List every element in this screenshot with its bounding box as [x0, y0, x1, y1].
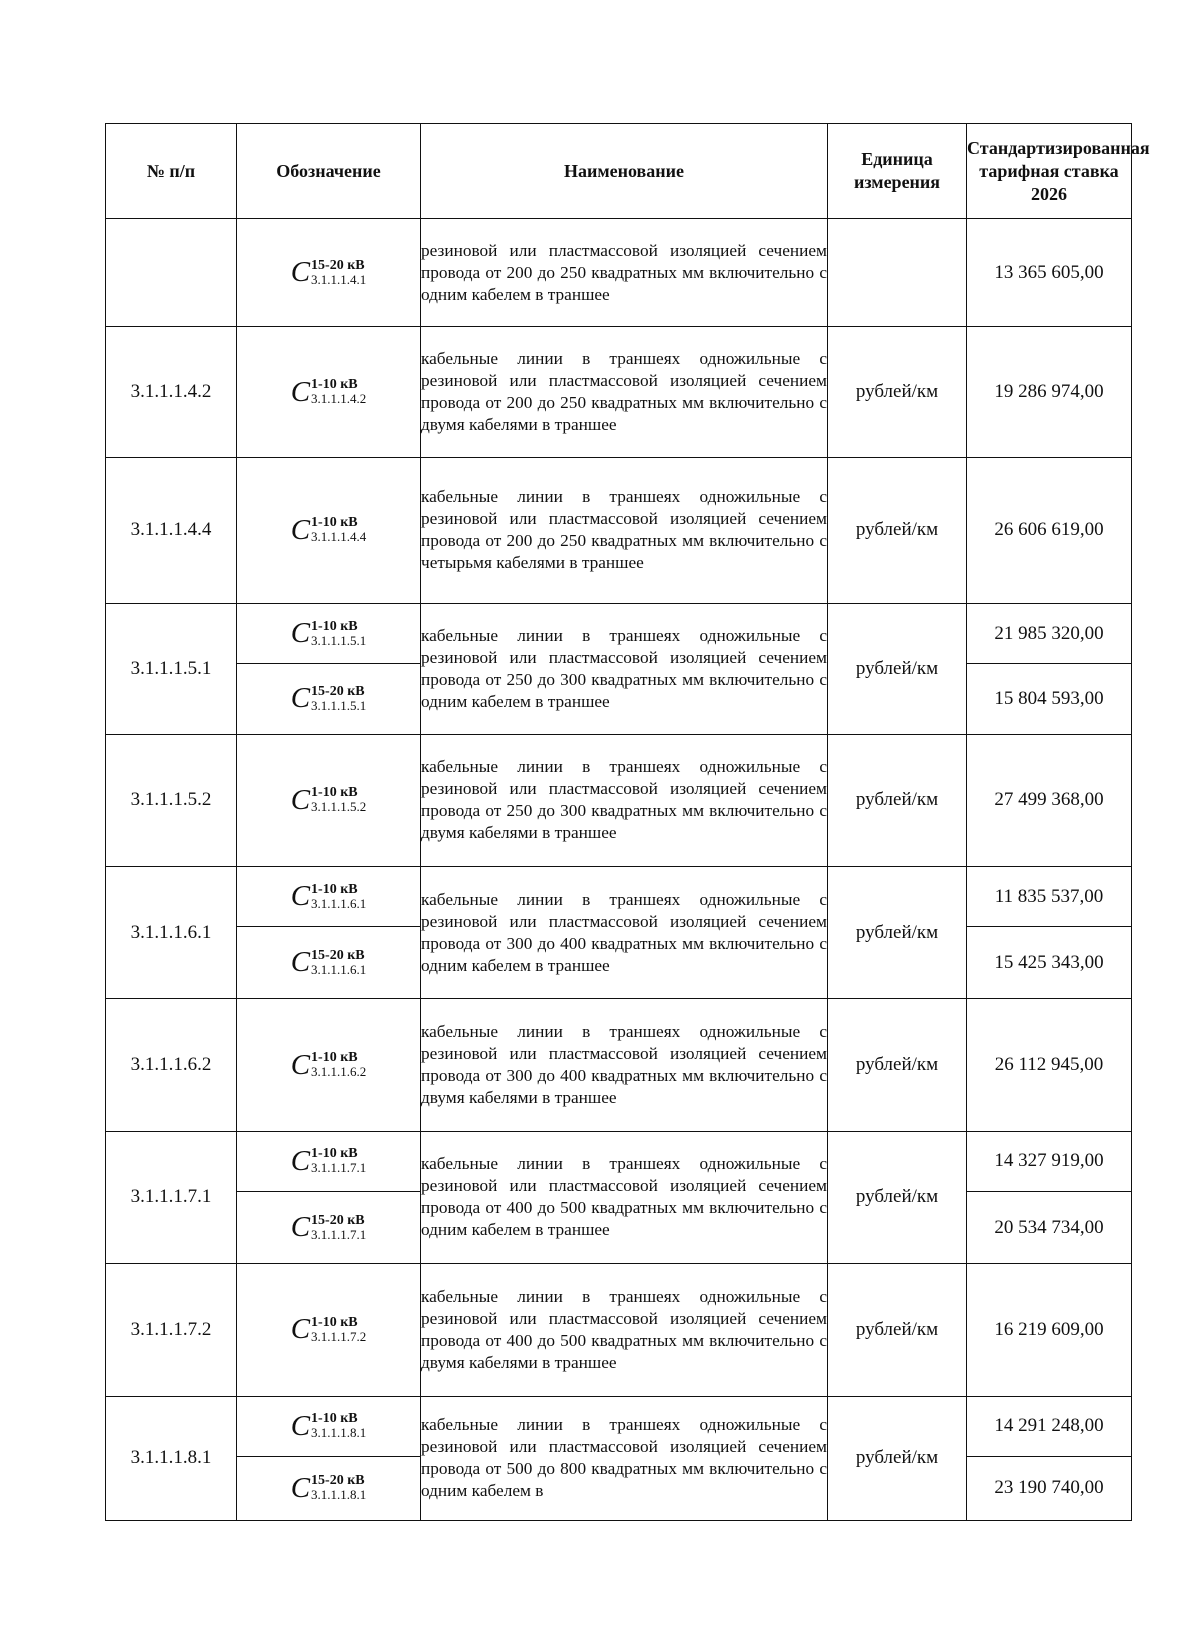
rate-cell: 11 835 537,00 [967, 866, 1132, 926]
unit-cell: рублей/км [828, 1131, 967, 1263]
rate-cell: 15 804 593,00 [967, 664, 1132, 734]
tariff-symbol [291, 1145, 367, 1178]
rate-cell: 26 112 945,00 [967, 999, 1132, 1131]
unit-cell: рублей/км [828, 457, 967, 603]
code-subscript: 3.1.1.1.8.1 [311, 1425, 367, 1441]
code-subscript: 3.1.1.1.7.1 [311, 1226, 367, 1242]
header-code: Обозначение [237, 124, 421, 219]
description-cell: кабельные линии в траншеях одножильные с резиновой или пластмассовой изоляцией сечением провода от 500 до 800 квадратных мм включительно с одним кабелем в [421, 1396, 828, 1520]
voltage-superscript: 15-20 кВ [311, 1473, 365, 1489]
unit-cell: рублей/км [828, 999, 967, 1131]
tariff-symbol [291, 1049, 367, 1082]
header-rate: Стандартизированная тарифная ставка 2026 [967, 124, 1132, 219]
code-subscript: 3.1.1.1.4.4 [311, 529, 367, 545]
symbol-letter: C [290, 783, 311, 816]
symbol-letter: C [290, 617, 311, 650]
rate-cell: 15 425 343,00 [967, 927, 1132, 999]
designation-cell [237, 999, 421, 1131]
designation-cell [237, 866, 421, 926]
row-number [106, 219, 237, 327]
code-subscript: 3.1.1.1.5.1 [311, 632, 367, 648]
code-subscript: 3.1.1.1.6.1 [311, 895, 367, 911]
symbol-letter: C [290, 1313, 311, 1346]
tariff-symbol [291, 514, 367, 547]
code-subscript: 3.1.1.1.4.1 [311, 271, 367, 287]
symbol-letter: C [290, 375, 311, 408]
voltage-superscript: 1-10 кВ [311, 618, 358, 634]
code-subscript: 3.1.1.1.7.2 [311, 1328, 367, 1344]
code-subscript: 3.1.1.1.8.1 [311, 1487, 367, 1503]
rate-cell: 14 327 919,00 [967, 1131, 1132, 1191]
header-row [106, 124, 1132, 219]
voltage-superscript: 15-20 кВ [311, 947, 365, 963]
description-cell: резиновой или пластмассовой изоляцией сечением провода от 200 до 250 квадратных мм включительно с одним кабелем в траншее [421, 219, 828, 327]
unit-cell: рублей/км [828, 327, 967, 457]
unit-cell: рублей/км [828, 604, 967, 734]
code-subscript: 3.1.1.1.6.2 [311, 1064, 367, 1080]
tariff-symbol [291, 784, 367, 817]
row-number: 3.1.1.1.6.2 [106, 999, 237, 1131]
rate-cell: 16 219 609,00 [967, 1264, 1132, 1396]
designation-cell [237, 219, 421, 327]
row-number: 3.1.1.1.7.2 [106, 1264, 237, 1396]
unit-cell [828, 219, 967, 327]
designation-cell [237, 1191, 421, 1263]
tariff-symbol [291, 1211, 367, 1244]
designation-cell [237, 1264, 421, 1396]
tariff-symbol [291, 682, 367, 715]
row-number: 3.1.1.1.8.1 [106, 1396, 237, 1520]
description-cell: кабельные линии в траншеях одножильные с резиновой или пластмассовой изоляцией сечением провода от 200 до 250 квадратных мм включительно с четырьмя кабелями в траншее [421, 457, 828, 603]
table-row [106, 866, 1132, 926]
symbol-letter: C [290, 1409, 311, 1442]
voltage-superscript: 1-10 кВ [311, 515, 358, 531]
description-cell: кабельные линии в траншеях одножильные с резиновой или пластмассовой изоляцией сечением провода от 250 до 300 квадратных мм включительно с двумя кабелями в траншее [421, 734, 828, 866]
code-subscript: 3.1.1.1.4.2 [311, 391, 367, 407]
row-number: 3.1.1.1.6.1 [106, 866, 237, 998]
rate-cell: 19 286 974,00 [967, 327, 1132, 457]
symbol-letter: C [290, 880, 311, 913]
tariff-symbol [291, 376, 367, 409]
symbol-letter: C [290, 513, 311, 546]
designation-cell [237, 927, 421, 999]
row-number: 3.1.1.1.4.2 [106, 327, 237, 457]
voltage-superscript: 1-10 кВ [311, 881, 358, 897]
rate-cell: 23 190 740,00 [967, 1456, 1132, 1520]
header-num: № п/п [106, 124, 237, 219]
voltage-superscript: 15-20 кВ [311, 1212, 365, 1228]
code-subscript: 3.1.1.1.5.2 [311, 799, 367, 815]
designation-cell [237, 1456, 421, 1520]
description-cell: кабельные линии в траншеях одножильные с резиновой или пластмассовой изоляцией сечением провода от 400 до 500 квадратных мм включительно с одним кабелем в траншее [421, 1131, 828, 1263]
symbol-letter: C [290, 256, 311, 289]
rate-cell: 20 534 734,00 [967, 1191, 1132, 1263]
voltage-superscript: 1-10 кВ [311, 377, 358, 393]
table-row [106, 327, 1132, 457]
designation-cell [237, 1396, 421, 1456]
designation-cell [237, 327, 421, 457]
voltage-superscript: 1-10 кВ [311, 1146, 358, 1162]
tariff-symbol [291, 946, 367, 979]
symbol-letter: C [290, 946, 311, 979]
description-cell: кабельные линии в траншеях одножильные с резиновой или пластмассовой изоляцией сечением провода от 200 до 250 квадратных мм включительно с двумя кабелями в траншее [421, 327, 828, 457]
tariff-symbol [291, 880, 367, 913]
tariff-symbol [291, 1472, 367, 1505]
designation-cell [237, 604, 421, 664]
voltage-superscript: 1-10 кВ [311, 785, 358, 801]
table-row [106, 604, 1132, 664]
tariff-symbol [291, 1313, 367, 1346]
description-cell: кабельные линии в траншеях одножильные с резиновой или пластмассовой изоляцией сечением провода от 400 до 500 квадратных мм включительно с двумя кабелями в траншее [421, 1264, 828, 1396]
voltage-superscript: 15-20 кВ [311, 257, 365, 273]
code-subscript: 3.1.1.1.7.1 [311, 1160, 367, 1176]
designation-cell [237, 664, 421, 734]
table-row [106, 219, 1132, 327]
unit-cell: рублей/км [828, 1264, 967, 1396]
row-number: 3.1.1.1.5.1 [106, 604, 237, 734]
table-row [106, 457, 1132, 603]
description-cell: кабельные линии в траншеях одножильные с резиновой или пластмассовой изоляцией сечением провода от 250 до 300 квадратных мм включительно с одним кабелем в траншее [421, 604, 828, 734]
designation-cell [237, 734, 421, 866]
symbol-letter: C [290, 1048, 311, 1081]
rate-cell: 26 606 619,00 [967, 457, 1132, 603]
symbol-letter: C [290, 1471, 311, 1504]
rate-cell: 14 291 248,00 [967, 1396, 1132, 1456]
description-cell: кабельные линии в траншеях одножильные с резиновой или пластмассовой изоляцией сечением провода от 300 до 400 квадратных мм включительно с двумя кабелями в траншее [421, 999, 828, 1131]
row-number: 3.1.1.1.4.4 [106, 457, 237, 603]
table-row [106, 999, 1132, 1131]
header-name: Наименование [421, 124, 828, 219]
rate-cell: 21 985 320,00 [967, 604, 1132, 664]
table-body [106, 219, 1132, 1521]
voltage-superscript: 1-10 кВ [311, 1314, 358, 1330]
tariff-symbol [291, 1410, 367, 1443]
row-number: 3.1.1.1.5.2 [106, 734, 237, 866]
row-number: 3.1.1.1.7.1 [106, 1131, 237, 1263]
unit-cell: рублей/км [828, 734, 967, 866]
designation-cell [237, 457, 421, 603]
unit-cell: рублей/км [828, 1396, 967, 1520]
symbol-letter: C [290, 1144, 311, 1177]
table-row [106, 1396, 1132, 1456]
table-row [106, 1264, 1132, 1396]
code-subscript: 3.1.1.1.5.1 [311, 697, 367, 713]
tariff-table [105, 123, 1150, 1521]
designation-cell [237, 1131, 421, 1191]
symbol-letter: C [290, 1211, 311, 1244]
table-row [106, 1131, 1132, 1191]
voltage-superscript: 1-10 кВ [311, 1050, 358, 1066]
rate-cell: 27 499 368,00 [967, 734, 1132, 866]
voltage-superscript: 15-20 кВ [311, 683, 365, 699]
tariff-symbol [291, 256, 367, 289]
voltage-superscript: 1-10 кВ [311, 1411, 358, 1427]
description-cell: кабельные линии в траншеях одножильные с резиновой или пластмассовой изоляцией сечением провода от 300 до 400 квадратных мм включительно с одним кабелем в траншее [421, 866, 828, 998]
tariff-symbol [291, 617, 367, 650]
symbol-letter: C [290, 682, 311, 715]
header-unit: Единица измерения [828, 124, 967, 219]
code-subscript: 3.1.1.1.6.1 [311, 961, 367, 977]
unit-cell: рублей/км [828, 866, 967, 998]
table-row [106, 734, 1132, 866]
rate-cell: 13 365 605,00 [967, 219, 1132, 327]
